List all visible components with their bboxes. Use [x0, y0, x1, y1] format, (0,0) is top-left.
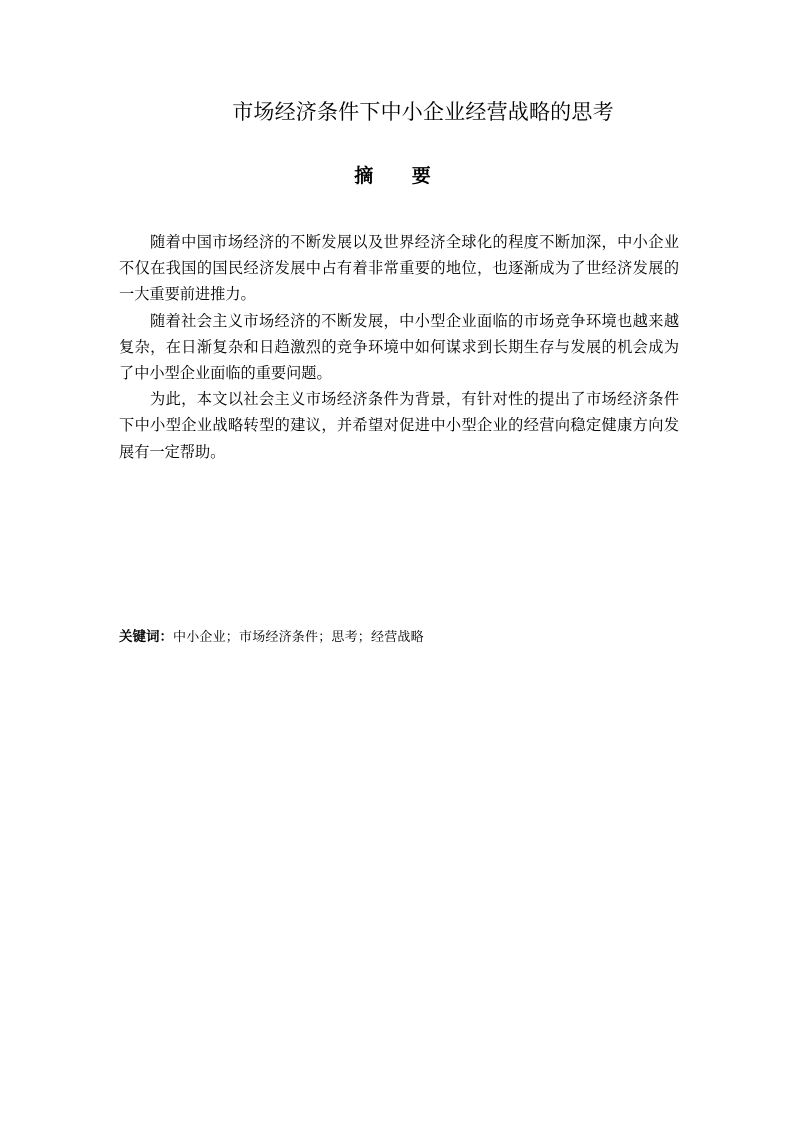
abstract-body	[119, 229, 679, 465]
abstract-paragraph-1: 随着中国市场经济的不断发展以及世界经济全球化的程度不断加深，中小企业不仅在我国的国民经济发展中占有着非常重要的地位，也逐渐成为了世经济发展的一大重要前进推力。	[119, 233, 679, 304]
document-title: 市场经济条件下中小企业经营战略的思考	[232, 100, 614, 124]
abstract-heading: 摘 要	[354, 165, 447, 187]
keywords-value: 中小企业；市场经济条件；思考；经营战略	[173, 630, 424, 645]
abstract-paragraph-3: 为此，本文以社会主义市场经济条件为背景，有针对性的提出了市场经济条件下中小型企业战略转型的建议，并希望对促进中小型企业的经营向稳定健康方向发展有一定帮助。	[119, 390, 679, 461]
abstract-paragraph-2: 随着社会主义市场经济的不断发展，中小型企业面临的市场竞争环境也越来越复杂，在日渐复杂和日趋激烈的竞争环境中如何谋求到长期生存与发展的机会成为了中小型企业面临的重要问题。	[119, 311, 679, 383]
keywords-label: 关键词：	[119, 629, 173, 645]
keywords-line	[119, 626, 679, 649]
